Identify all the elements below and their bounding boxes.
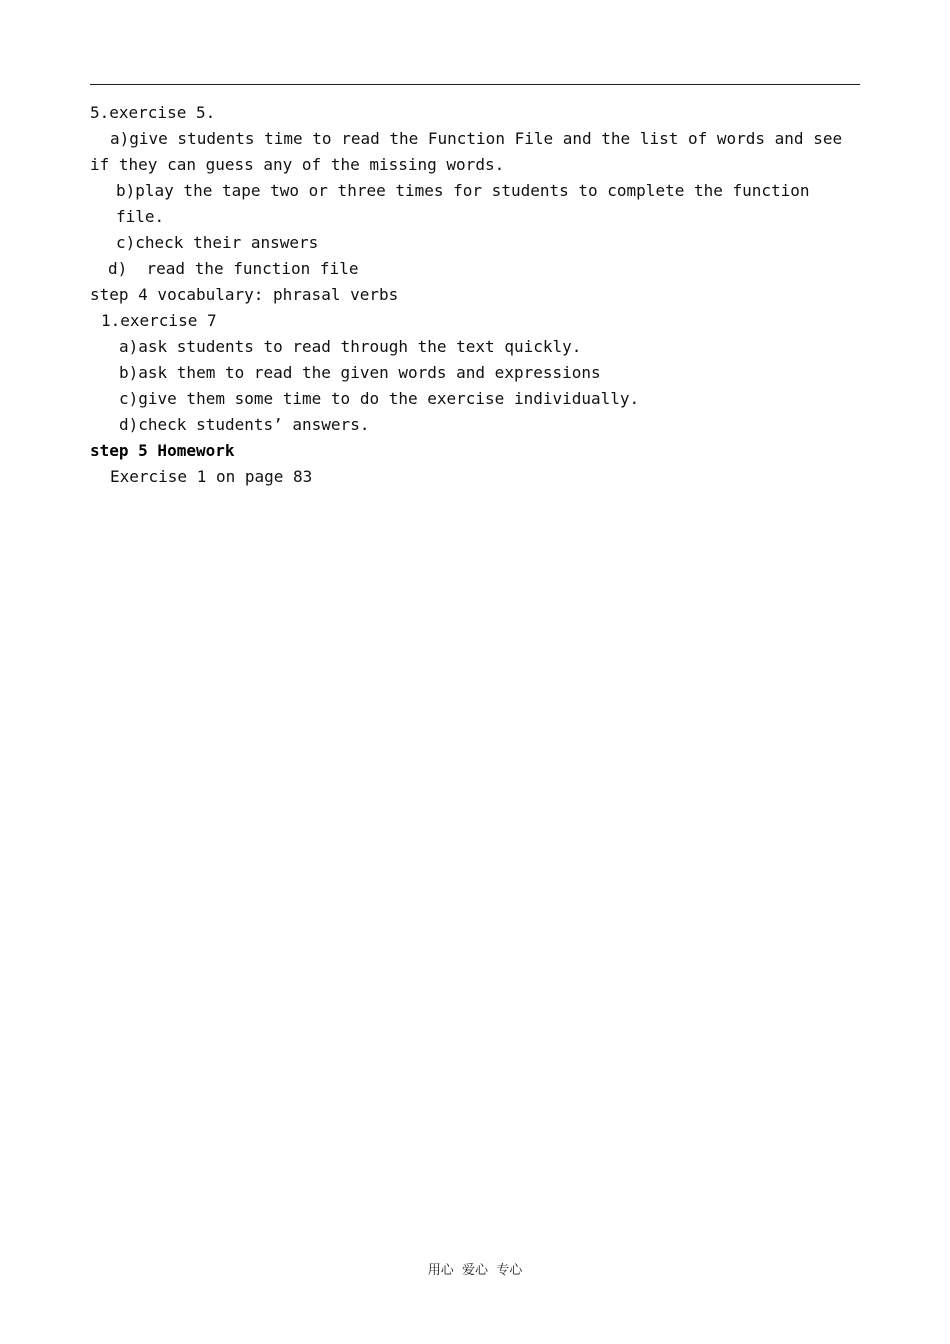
homework-text: Exercise 1 on page 83 xyxy=(110,467,313,486)
exercise-5-step-c: c)check their answers xyxy=(116,233,319,252)
exercise-5-step-b-cont: file. xyxy=(116,207,165,226)
page-footer: 用心 爱心 专心 xyxy=(427,1263,523,1278)
exercise-7-step-c: c)give them some time to do the exercise individually. xyxy=(119,389,640,408)
step-4-heading: step 4 vocabulary: phrasal verbs xyxy=(90,285,399,304)
exercise-5-step-a: a)give students time to read the Function File and the list of words and see xyxy=(110,129,843,148)
exercise-7-heading: 1.exercise 7 xyxy=(101,311,217,330)
exercise-7-step-a: a)ask students to read through the text quickly. xyxy=(119,337,582,356)
exercise-5-step-b: b)play the tape two or three times for students to complete the function xyxy=(116,181,810,200)
exercise-5-step-d: d) read the function file xyxy=(108,259,359,278)
exercise-7-step-b: b)ask them to read the given words and expressions xyxy=(119,363,601,382)
document-body xyxy=(0,100,950,490)
exercise-5-step-a-cont: if they can guess any of the missing words. xyxy=(90,155,505,174)
step-5-heading: step 5 Homework xyxy=(90,441,235,460)
exercise-7-step-d: d)check students’ answers. xyxy=(119,415,370,434)
header-rule xyxy=(90,84,860,85)
exercise-5-heading: 5.exercise 5. xyxy=(90,103,216,122)
